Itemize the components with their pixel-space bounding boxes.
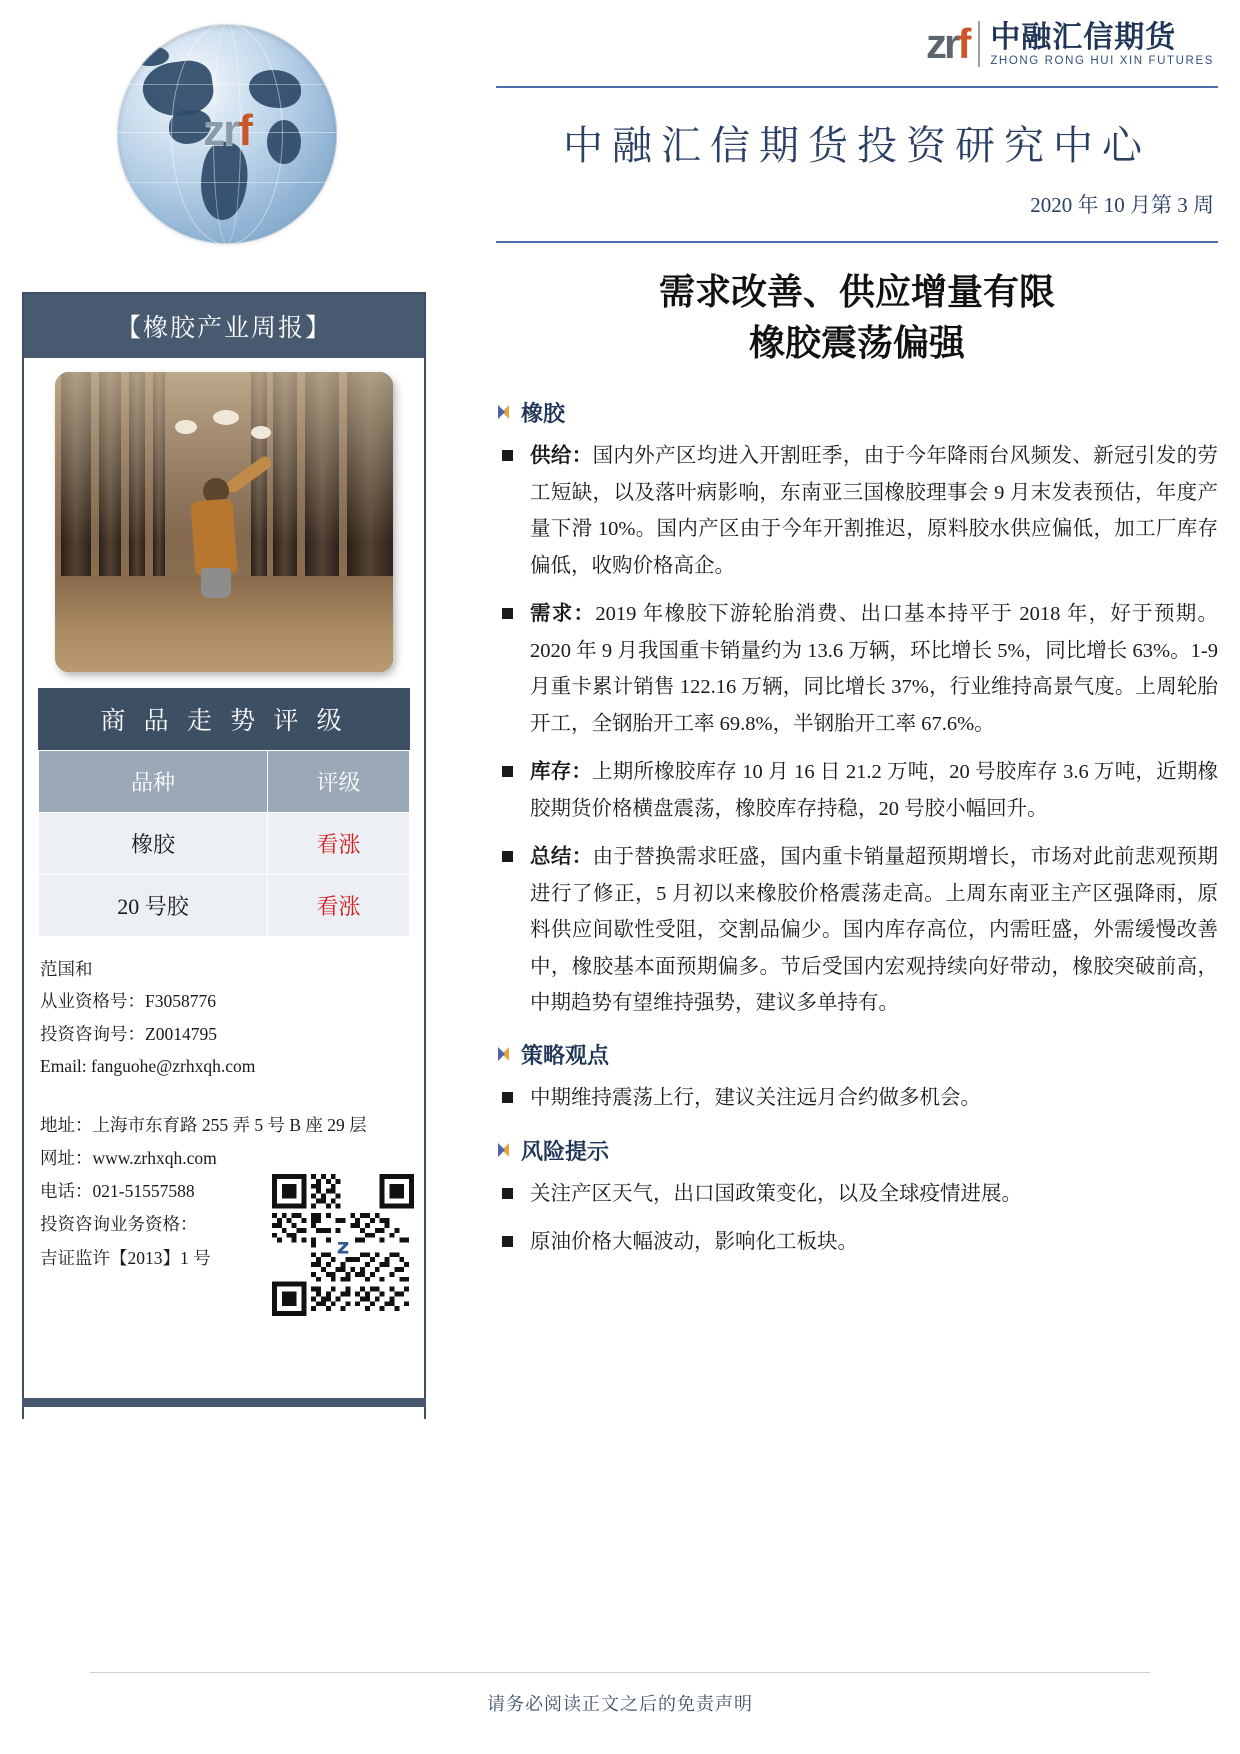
- item-label: 库存：: [530, 761, 593, 784]
- footer-disclaimer: 请务必阅读正文之后的免责声明: [487, 1694, 753, 1714]
- section-header-rubber: [496, 397, 1218, 428]
- globe-wordmark-f: f: [238, 106, 251, 155]
- diamond-bullet-icon: [496, 405, 511, 420]
- rating-table: [38, 750, 410, 937]
- logo-name-cn: 中融汇信期货: [990, 20, 1177, 54]
- list-item: [496, 839, 1218, 1021]
- section-title: 策略观点: [521, 1043, 610, 1069]
- item-text: 国内外产区均进入开割旺季，由于今年降雨台风频发、新冠引发的劳工短缺，以及落叶病影响，东南亚三国橡胶理事会 9 月末发表预估，年度产量下滑 10%。国内产区由于今年开割推迟，原料胶水供应偏低，加工厂库存偏低，收购价格高企。: [530, 445, 1218, 577]
- item-text: 关注产区天气，出口国政策变化，以及全球疫情进展。: [530, 1182, 1022, 1205]
- item-label: 需求：: [530, 603, 596, 626]
- globe-logo: [117, 24, 347, 254]
- panel-bottom-bar: [22, 1398, 426, 1407]
- rating-row-1-rating: 看涨: [267, 875, 409, 937]
- item-label: 供给：: [530, 445, 593, 468]
- item-text: 由于替换需求旺盛，国内重卡销量超预期增长，市场对此前悲观预期进行了修正，5 月初以来橡胶价格震荡走高。上周东南亚主产区强降雨，原料供应间歇性受阻，交割品偏少。国内库存高位，内需旺盛，外需缓慢改善中，橡胶基本面预期偏多。节后受国内宏观持续向好带动，橡胶突破前高，中期趋势有望维持强势，建议多单持有。: [530, 846, 1218, 1014]
- rating-table-header-row: [39, 751, 410, 813]
- item-text: 原油价格大幅波动，影响化工板块。: [530, 1231, 858, 1254]
- company-website[interactable]: 网址：www.zrhxqh.com: [40, 1147, 217, 1168]
- company-logo: [496, 20, 1218, 68]
- rating-row-1-name: 20 号胶: [39, 875, 268, 937]
- globe-icon: [117, 24, 337, 244]
- section-strategy-list: [496, 1080, 1218, 1116]
- headline-line-2: 橡胶震荡偏强: [748, 323, 965, 364]
- logo-wordmark-zr: zr: [925, 20, 958, 67]
- section-title: 橡胶: [521, 401, 566, 427]
- section-title: 风险提示: [521, 1138, 610, 1164]
- qr-code[interactable]: [272, 1174, 414, 1316]
- license-number: 吉证监许【2013】1 号: [40, 1247, 211, 1268]
- company-address: 地址：上海市东育路 255 弄 5 号 B 座 29 层: [40, 1114, 367, 1135]
- left-info-panel: [22, 292, 426, 1419]
- item-text: 2019 年橡胶下游轮胎消费、出口基本持平于 2018 年，好于预期。2020 年 9 月我国重卡销量约为 13.6 万辆，环比增长 5%，同比增长 63%。1-9 月重卡累计销售 122.16 万辆，同比增长 37%，行业维持高景气度。上周轮胎开工，全钢胎开工率 69.8%，半钢胎开工率 67.6%。: [530, 603, 1219, 735]
- section-header-risk: [496, 1135, 1218, 1166]
- report-title: 【橡胶产业周报】: [24, 294, 424, 358]
- item-text: 中期维持震荡上行，建议关注远月合约做多机会。: [530, 1087, 981, 1110]
- cover-photo: [55, 372, 393, 672]
- list-item: [496, 1224, 1218, 1260]
- globe-wordmark-zr: zr: [203, 106, 239, 155]
- section-risk-list: [496, 1176, 1218, 1261]
- list-item: [496, 438, 1218, 584]
- headline-line-1: 需求改善、供应增量有限: [658, 272, 1055, 312]
- diamond-bullet-icon: [496, 1047, 511, 1062]
- left-column: [22, 18, 442, 264]
- qr-code-icon: [272, 1174, 414, 1316]
- analyst-email[interactable]: Email: fanguohe@zrhxqh.com: [40, 1056, 256, 1077]
- list-item: [496, 596, 1218, 742]
- analyst-name: 范国和: [40, 959, 93, 979]
- diamond-bullet-icon: [496, 1143, 511, 1158]
- company-phone: 电话：021-51557588: [40, 1181, 195, 1201]
- logo-name-en: ZHONG RONG HUI XIN FUTURES: [990, 55, 1214, 68]
- table-row: [39, 813, 410, 875]
- section-header-strategy: [496, 1039, 1218, 1070]
- rating-col-variety: 品种: [39, 751, 268, 813]
- analyst-contact-block: [40, 953, 424, 1083]
- footer-divider: [90, 1672, 1150, 1673]
- issue-date: 2020 年 10 月第 3 周: [1030, 193, 1214, 217]
- svg-text:z: z: [336, 1234, 350, 1260]
- section-rubber-list: [496, 438, 1218, 1021]
- item-label: 总结：: [530, 846, 593, 869]
- rating-table-title: 商 品 走 势 评 级: [38, 688, 410, 750]
- rating-col-rating: 评级: [267, 751, 409, 813]
- analyst-qualification: 从业资格号：F3058776: [40, 991, 216, 1012]
- list-item: [496, 754, 1218, 827]
- headline: [496, 243, 1218, 379]
- rating-row-0-rating: 看涨: [267, 813, 409, 875]
- analyst-consult-no: 投资咨询号：Z0014795: [40, 1023, 217, 1044]
- page-title: 中融汇信期货投资研究中心: [563, 123, 1151, 168]
- globe-wordmark: [117, 106, 337, 156]
- logo-divider: [978, 21, 980, 67]
- right-column: [496, 20, 1218, 1273]
- license-label: 投资咨询业务资格：: [40, 1214, 198, 1235]
- rating-row-0-name: 橡胶: [39, 813, 268, 875]
- item-text: 上期所橡胶库存 10 月 16 日 21.2 万吨，20 号胶库存 3.6 万吨，近期橡胶期货价格横盘震荡，橡胶库存持稳，20 号胶小幅回升。: [530, 761, 1219, 820]
- list-item: [496, 1080, 1218, 1116]
- logo-wordmark-f: f: [957, 20, 969, 67]
- list-item: [496, 1176, 1218, 1212]
- table-row: [39, 875, 410, 937]
- logo-wordmark: [926, 20, 968, 68]
